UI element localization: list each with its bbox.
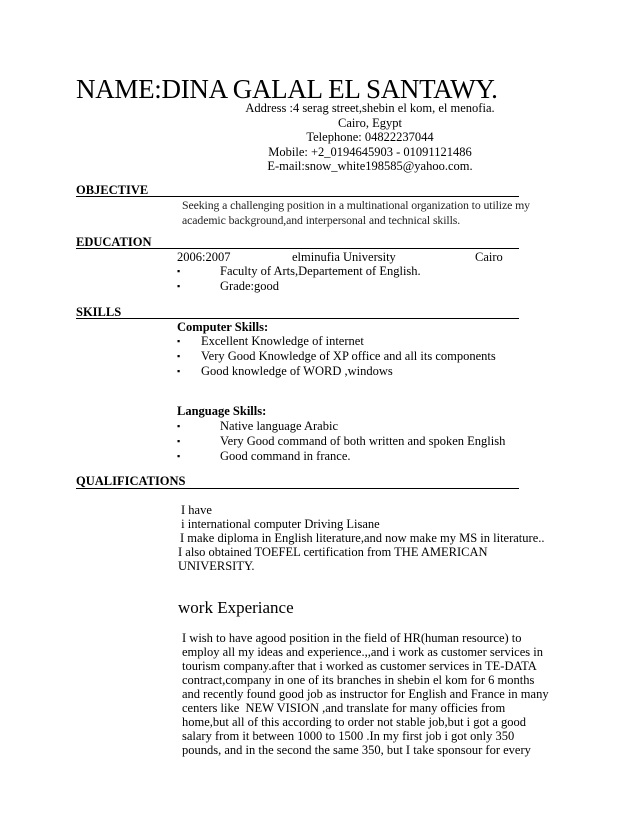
education-item: Faculty of Arts,Departement of English. <box>220 264 421 278</box>
address-line: Address :4 serag street,shebin el kom, el menofia. <box>245 101 495 115</box>
bullet-icon: ▪ <box>177 366 181 376</box>
language-skills-title: Language Skills: <box>177 404 267 418</box>
language-skill-item: Native language Arabic <box>220 419 339 433</box>
work-line: home,but all of this according to order not stable job,but i got a good <box>182 715 527 729</box>
work-line: and recently found good job as instructor for English and France in many <box>182 687 549 701</box>
qualification-line: I make diploma in English literature,and now make my MS in literature.. <box>180 531 545 545</box>
language-skill-item: Good command in france. <box>220 449 351 463</box>
work-line: contract,company in one of its branches in shebin el kom for 6 months <box>182 673 535 687</box>
work-line: pounds, and in the second the same 350, but I take sponsour for every <box>182 743 531 757</box>
objective-heading: OBJECTIVE <box>76 183 149 197</box>
qualifications-divider <box>76 488 519 489</box>
work-line: centers like NEW VISION ,and translate for many officies from <box>182 701 506 715</box>
education-location: Cairo <box>475 250 503 264</box>
computer-skill-item: Good knowledge of WORD ,windows <box>201 364 393 378</box>
bullet-icon: ▪ <box>177 436 181 446</box>
applicant-name: NAME:DINA GALAL EL SANTAWY. <box>76 74 498 104</box>
qualification-line: I have <box>181 503 212 517</box>
objective-line: Seeking a challenging position in a multinational organization to utilize my <box>182 198 530 212</box>
work-line: tourism company.after that i worked as customer services in TE-DATA <box>182 659 537 673</box>
telephone-line: Telephone: 04822237044 <box>306 130 434 145</box>
education-university: elminufia University <box>292 250 396 264</box>
education-divider <box>76 248 519 249</box>
skills-heading: SKILLS <box>76 305 122 319</box>
qualification-line: I also obtained TOEFEL certification from THE AMERICAN <box>178 545 488 559</box>
objective-divider <box>76 196 519 197</box>
computer-skill-item: Excellent Knowledge of internet <box>201 334 364 348</box>
mobile-line: Mobile: +2_0194645903 - 01091121486 <box>268 144 472 159</box>
computer-skills-title: Computer Skills: <box>177 320 269 334</box>
bullet-icon: ▪ <box>177 336 181 346</box>
bullet-icon: ▪ <box>177 266 181 276</box>
objective-line: academic background,and interpersonal and technical skills. <box>182 212 461 227</box>
education-item: Grade:good <box>220 279 280 293</box>
work-line: employ all my ideas and experience.,,and i work as customer services in <box>182 645 543 659</box>
bullet-icon: ▪ <box>177 451 181 461</box>
email-line: E-mail:snow_white198585@yahoo.com. <box>267 159 473 174</box>
skills-divider <box>76 318 519 319</box>
qualification-line: UNIVERSITY. <box>178 559 255 573</box>
city-line: Cairo, Egypt <box>338 115 402 130</box>
education-years: 2006:2007 <box>177 250 231 264</box>
language-skill-item: Very Good command of both written and spoken English <box>220 434 506 448</box>
contact-block <box>180 101 560 174</box>
qualification-line: i international computer Driving Lisane <box>178 517 380 531</box>
bullet-icon: ▪ <box>177 281 181 291</box>
computer-skill-item: Very Good Knowledge of XP office and all its components <box>201 349 496 363</box>
bullet-icon: ▪ <box>177 351 181 361</box>
bullet-icon: ▪ <box>177 421 181 431</box>
education-heading: EDUCATION <box>76 235 152 249</box>
work-line: salary from it between 1000 to 1500 .In my first job i got only 350 <box>182 729 515 743</box>
objective-text <box>182 198 530 227</box>
work-line: I wish to have agood position in the field of HR(human resource) to <box>182 631 522 645</box>
qualifications-heading: QUALIFICATIONS <box>76 474 186 488</box>
work-experience-heading: work Experiance <box>178 598 294 617</box>
